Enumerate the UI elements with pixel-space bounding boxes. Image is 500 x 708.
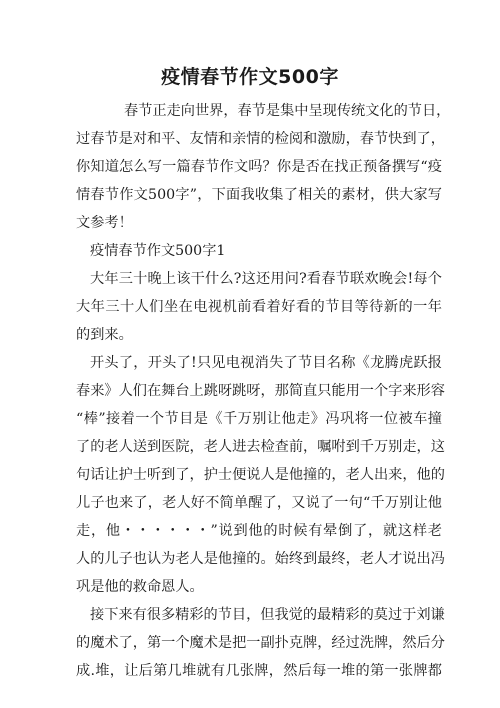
text-line: 情春节作文500字”，下面我收集了相关的素材，供大家写 — [76, 187, 442, 203]
text-line: 成.堆，让后第几堆就有几张牌，然后每一堆的第一张牌都 — [76, 663, 442, 679]
text-line: 句话让护士听到了，护士便说人是他撞的，老人出来，他的 — [76, 467, 445, 483]
document-title: 疫情春节作文500字 — [161, 66, 339, 88]
text-line: 你知道怎么写一篇春节作文吗？你是否在找正预备撰写“疫 — [76, 159, 442, 175]
text-line: 过春节是对和平、友情和亲情的检阅和激励，春节快到了， — [76, 131, 445, 147]
body-paragraph — [76, 265, 442, 349]
text-line: 的到来。 — [76, 327, 133, 343]
text-line: 巩是他的救命恩人。 — [76, 579, 204, 595]
text-line: 疫情春节作文500字1 — [90, 243, 226, 259]
text-line: 走，他・・・・・・”说到他的时候有晕倒了，就这样老 — [76, 523, 442, 539]
intro-paragraph — [76, 97, 451, 237]
text-line: “棒”接着一个节目是《千万别让他走》冯巩将一位被车撞 — [76, 411, 442, 427]
text-line: 人的儿子也认为老人是他撞的。始终到最终，老人才说出冯 — [76, 551, 445, 567]
text-line: 大年三十人们坐在电视机前看着好看的节目等待新的一年 — [76, 299, 442, 315]
document-body — [76, 97, 451, 685]
text-line: 了的老人送到医院，老人进去检查前，嘱咐到千万别走，这 — [76, 439, 445, 455]
text-line: 春来》人们在舞台上跳呀跳呀，那简直只能用一个字来形容 — [76, 383, 445, 399]
section-heading — [76, 237, 442, 265]
body-paragraph — [76, 349, 445, 601]
text-line: 接下来有很多精彩的节目，但我觉的最精彩的莫过于刘谦 — [90, 607, 445, 623]
text-line: 文参考！ — [76, 215, 133, 231]
body-paragraph — [76, 601, 445, 685]
text-line: 大年三十晚上该干什么?这还用问?看春节联欢晚会!每个 — [90, 271, 442, 287]
text-line: 开头了，开头了!只见电视消失了节目名称《龙腾虎跃报 — [90, 355, 442, 371]
text-line: 儿子也来了，老人好不简单醒了，又说了一句“千万别让他 — [76, 495, 442, 511]
text-line: 的魔术了，第一个魔术是把一副扑克牌，经过洗牌，然后分 — [76, 635, 445, 651]
text-line: 春节正走向世界，春节是集中呈现传统文化的节日， — [124, 103, 451, 119]
